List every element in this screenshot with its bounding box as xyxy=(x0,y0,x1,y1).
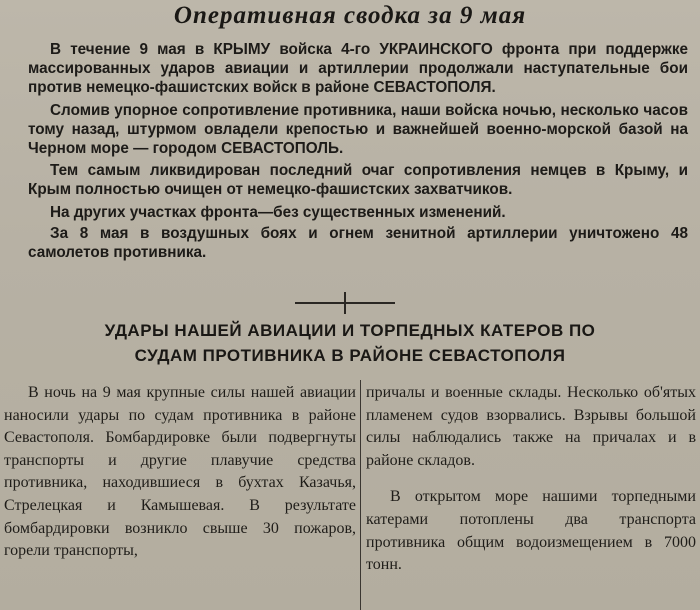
article-right-column xyxy=(366,382,696,577)
column-rule xyxy=(360,380,361,610)
report-paragraph: Тем самым ликвидирован последний очаг сопротивления немцев в Крыму, и Крым полностью очищен от немецко-фашистских захватчиков. xyxy=(28,162,688,199)
article-paragraph: причалы и военные склады. Несколько об'ятых пламенем судов взорвались. Взрывы большой силы наблюдались также на причалах и в районе складов. xyxy=(366,384,696,469)
article-paragraph: В открытом море нашими торпедными катерами потоплены два транспорта противника общим водоизмещением в 7000 тонн. xyxy=(366,488,696,574)
report-headline: Оперативная сводка за 9 мая xyxy=(173,2,527,29)
report-paragraph: За 8 мая в воздушных боях и огнем зенитной артиллерии уничтожено 48 самолетов противника. xyxy=(28,224,688,262)
report-paragraph: На других участках фронта—без существенных изменений. xyxy=(50,203,506,221)
operational-report xyxy=(28,40,688,264)
article-title: УДАРЫ НАШЕЙ АВИАЦИИ И ТОРПЕДНЫХ КАТЕРОВ ПО СУДАМ ПРОТИВНИКА В РАЙОНЕ СЕВАСТОПОЛЯ xyxy=(104,321,596,365)
report-paragraph: Сломив упорное сопротивление противника, наши войска ночью, несколько часов тому назад, штурмом овладели крепостью и важнейшей военно-морской базой на Черном море — городом СЕВАСТОПОЛЬ. xyxy=(28,101,688,158)
report-paragraph: В течение 9 мая в КРЫМУ войска 4-го УКРАИНСКОГО фронта при поддержке массированных ударов авиации и артиллерии продолжали наступательные бои против немецко-фашистских войск в районе СЕВАСТОПОЛЯ. xyxy=(28,41,688,97)
article-paragraph: В ночь на 9 мая крупные силы нашей авиации наносили удары по судам противника в районе Севастополя. Бомбардировке были подвергнуты транспорты и другие плавучие средства противника, находившиеся в бухтах Казачья, Стрелецкая и Камышевая. В результате бомбардировки возникло свыше 30 пожаров, горели транспорты, xyxy=(4,384,356,560)
article-left-column xyxy=(4,382,356,563)
divider-tick xyxy=(344,292,346,314)
